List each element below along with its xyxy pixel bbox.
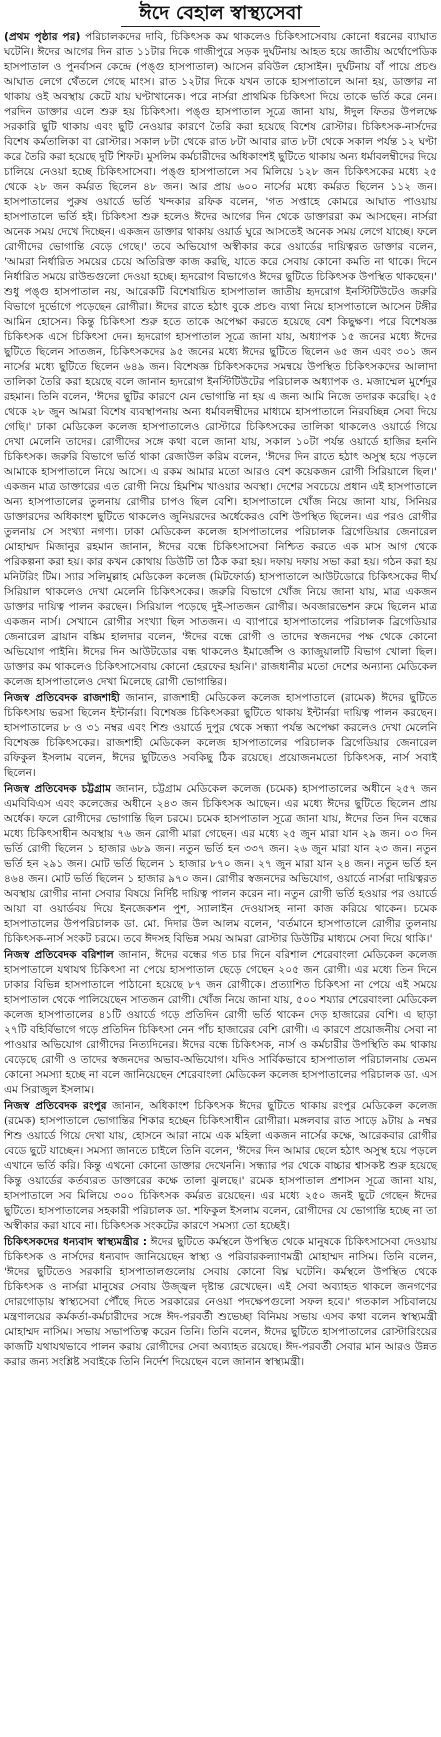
article-paragraph-rajshahi — [4, 691, 437, 781]
article-body — [4, 30, 437, 1370]
article-paragraph-rangpur — [4, 1099, 437, 1234]
article-paragraph-chattogram — [4, 782, 437, 947]
paragraph-text: জানান, অধিকাংশ চিকিৎসক ঈদের ছুটিতে থাকায় রংপুর মেডিকেল কলেজ (রমেক) হাসপাতালে ভোগান্তির শিকার হচ্ছেন চিকিৎসাধীন রোগীরা। মঙ্গলবার রাত সাড়ে ৯টায় ৯ নম্বর শিশু ওয়ার্ডে গিয়ে দেখা যায়, হোসনে আরা নামে এক মহিলা একজন নার্সের কক্ষে, আরেকবার রোগীর বেডে ছুটে যাচ্ছেন। সমস্যা জানতে চাইলে তিনি বলেন, 'ঈদের দিন আমার ছেলে হঠাৎ অসুস্থ হয়ে পড়লে এখানে ভর্তি করি। কিন্তু এখনো কোনো ডাক্তার দেখেননি। সন্ধ্যার পর থেকে বাচ্চার শ্বাসকষ্ট শুরু হয়েছে কিন্তু ওয়ার্ডের কর্তব্যরত ডাক্তারের কক্ষে তালা ঝুলছে।' রমেক হাসপাতাল প্রশাসন সূত্রে জানা যায়, হাসপাতালে সব মিলিয়ে ৩০০ চিকিৎসক কর্মরত রয়েছেন। এর মধ্যে ২৫০ জনই ছুটে গেছেন ঈদের ছুটিতে। হাসপাতালের সহকারী পরিচালক ডা. শফিকুল ইসলাম বলেন, রোগীদের যে ভোগান্তি হচ্ছে না তা অস্বীকার করা যাবে না। চিকিৎসক সংকটের কারণে সমস্যা তো হচ্ছেই। — [4, 1100, 438, 1232]
headline-block — [4, 0, 437, 30]
byline-chattogram: নিজস্ব প্রতিবেদক চট্টগ্রাম — [4, 783, 111, 795]
article-paragraph-barishal — [4, 948, 437, 1098]
paragraph-text: পরিচালকদের দাবি, চিকিৎসক কম থাকলেও চিকিৎসাসেবায় কোনো ধরনের ব্যাঘাত ঘটেনি। ঈদের আগের দিন রাত ১১টার দিকে গাজীপুরে সড়ক দুর্ঘটনায় আহত হয়ে জাতীয় অর্থোপেডিক হাসপাতাল ও পুনর্বাসন কেন্দ্রে (পঙ্গু হাসপাতাল) আসেন রবিউল হোসাইন। দুর্ঘটনায় বাঁ পায়ে প্রচণ্ড আঘাত লেগে থেঁতলে গেছে মাংস। রাত ১২টার দিকে যখন তাকে হাসপাতালে আনা হয়, ডাক্তার না থাকায় ওই অবস্থায় কেটে যায় ঘণ্টাখানেক। পরে নার্সরা প্রাথমিক চিকিৎসা দিয়ে তাকে ভর্তি করে নেন। পরদিন ডাক্তার এলে শুরু হয় চিকিৎসা। পঙ্গু হাসপাতাল সূত্রে জানা যায়, ঈদুল ফিতর উপলক্ষে সরকারি ছুটি থাকায় এবং ছুটি নেওয়ার কারণে তৈরি করা হয়েছে বিশেষ রোস্টার। চিকিৎসক-নার্সদের বিশেষ কর্মতালিকা বা রোস্টার। সকাল ৮টা থেকে রাত ৮টা আবার রাত ৮টা থেকে সকাল পর্যন্ত ১২ ঘণ্টা করে তৈরি করা হয়েছে দুটি শিফট। মুসলিম কর্মচারীদের অধিকাংশই ছুটিতে থাকায় অন্য ধর্মাবলম্বীদের দিয়ে চালিয়ে নেওয়া হচ্ছে চিকিৎসাসেবা। পঙ্গু হাসপাতালে সব মিলিয়ে ১২৮ জন চিকিৎসকের মধ্যে ২৫ থেকে ২৮ জন কর্মরত ছিলেন ৪৮ জন। আর প্রায় ৬০০ নার্সের মধ্যে কর্মরত ছিলেন ১১২ জন। হাসপাতালের পুরুষ ওয়ার্ডে ভর্তি খন্দকার রফিক বলেন, 'গত সপ্তাহে কোমরে আঘাত পাওয়ায় হাসপাতালে ভর্তি হই। চিকিৎসা শুরু হলেও ঈদের আগের দিন থেকে ডাক্তাররা কম আসছেন। নার্সরা অনেক সময় দেখে দিচ্ছেন। একজন ডাক্তার থাকায় ওয়ার্ড ঘুরে আসতেই অনেক সময় লেগে যাচ্ছে। ফলে রোগীদের ভোগান্তি বেড়ে গেছে।' তবে অভিযোগ অস্বীকার করে ওয়ার্ডের দায়িত্বরত ডাক্তার বলেন, 'আমরা নির্ধারিত সময়ের চেয়ে অতিরিক্ত কাজ করছি, যাতে করে সেবায় কোনো কমতি না থাকে। দিনে নির্ধারিত সময়ে রাউন্ডগুলো দেওয়া হচ্ছে। হৃদরোগ বিভাগেও ঈদের ছুটিতে চিকিৎসক উপস্থিত থাকছেন।' শুধু পঙ্গু হাসপাতাল নয়, আরেকটি বিশেষায়িত হাসপাতাল জাতীয় হৃদরোগ ইনস্টিটিউটেও জরুরি বিভাগে দুর্ভোগে পড়েছেন রোগীরা। ঈদের রাতে হঠাৎ বুকে প্রচণ্ড ব্যথা নিয়ে হাসপাতালে আসেন টঙ্গীর আমিন হোসেন। কিন্তু চিকিৎসা শুরু হতে তাকে অপেক্ষা করতে হয়েছে বেশ কিছুক্ষণ। পরে বিশেষজ্ঞ চিকিৎসক এসে চিকিৎসা দেন। হৃদরোগ হাসপাতাল সূত্রে জানা যায়, অধ্যাপক ১৫ জনের মধ্যে ঈদের ছুটিতে ছিলেন সাতজন, চিকিৎসকদের ৯৫ জনের মধ্যে ঈদের ছুটিতে ছিলেন ৬৫ জন এবং ৩০১ জন নার্সের মধ্যে ছুটিতে ছিলেন ৬৪৯ জন। বিশেষজ্ঞ চিকিৎসকদের সমন্বয়ে উপস্থিত চিকিৎসকদের আলাদা তালিকা তৈরি করা হয়েছে বলে জানান হৃদরোগ ইনস্টিটিউটের পরিচালক অধ্যাপক ও. মজাম্মেল মুর্শেদুর রহমান। তিনি বলেন, 'ঈদের ছুটির কারণে যেন ভোগান্তি না হয় এ জন্য আমি নিজে তদারক করেছি। ২৫ থেকে ২৮ জুন আমরা বিশেষ ব্যবস্থাপনায় অন্য ধর্মাবলম্বীদের মাধ্যমে হাসপাতালে নিরবচ্ছিন্ন সেবা দিয়ে গেছি।' ঢাকা মেডিকেল কলেজ হাসপাতালেও রোস্টারে চিকিৎসকের তালিকা থাকলেও ওয়ার্ডে গিয়ে দেখা মেলেনি তাদের। রোগীদের সঙ্গে কথা বলে জানা যায়, সকাল ১০টা পর্যন্ত ওয়ার্ডে হাজির হননি চিকিৎসক। জরুরি বিভাগে ভর্তি থাকা রেজাউল করিম বলেন, 'ঈদের দিন রাতে হঠাৎ অসুস্থ হয়ে পড়লে আমাকে হাসপাতালে নিয়ে আসে। এ রকম আমার মতো আরও বেশ কয়েকজন রোগী সিরিয়ালে ছিল।' একজন মাত্র ডাক্তারের এত রোগী নিয়ে হিমশিম খাওয়ার অবস্থা। দেশের সবচেয়ে প্রধান এই হাসপাতালে অন্য হাসপাতালের তুলনায় রোগীর চাপও ছিল বেশি। হাসপাতালে খোঁজ নিয়ে জানা যায়, সিনিয়র ডাক্তারদের অধিকাংশ ছুটিতে থাকলেও জুনিয়রদের অর্ধেকেরও বেশি উপস্থিত ছিলেন। এর পরও রোগীর তুলনায় সে সংখ্যা নগণ্য। ঢাকা মেডিকেল কলেজ হাসপাতালের পরিচালক ব্রিগেডিয়ার জেনারেল মোহাম্মদ মিজানুর রহমান জানান, ঈদের বন্ধে চিকিৎসাসেবা নিশ্চিত করতে এক মাস আগ থেকে পরিকল্পনা করা হয়। কার কখন কোথায় ডিউটি তা ঠিক করা হয়। দফায় দফায় সভা করা হয়। গঠন করা হয় মনিটরিং টিম। স্যার সলিমুল্লাহ মেডিকেল কলেজ (মিটফোর্ড) হাসপাতালে আউটডোরে চিকিৎসকের দীর্ঘ সিরিয়াল থাকলেও দেখা মেলেনি চিকিৎসকের। জরুরি বিভাগে খোঁজ নিয়ে জানা যায়, মাত্র একজন ডাক্তার দায়িত্ব পালন করছেন। সিরিয়াল পড়েছে দুই-সাতজন রোগীর। অবজারভেশন রুমে ছিলেন মাত্র একজন নার্স। সেখানে রোগীর সংখ্যা ছিল সাতজন। এ ব্যাপারে হাসপাতালের পরিচালক ব্রিগেডিয়ার জেনারেল ব্রায়ান বঙ্কিম হালদার বলেন, 'ঈদের বন্ধে রোগী ও তাদের স্বজনদের পক্ষ থেকে কোনো অভিযোগ পাইনি। ঈদের দিন আউটডোর বন্ধ থাকলেও ইমার্জেন্সি ও ক্যাজুয়ালটি বিভাগ খোলা ছিল। ডাক্তার কম থাকলেও চিকিৎসাসেবায় কোনো হেরফের হয়নি।' রাজধানীর মতো দেশের অন্যান্য মেডিকেল কলেজ হাসপাতালেও দেখা মিলেছে রোগী ভোগান্তির। — [4, 31, 437, 688]
article-paragraph-continued — [4, 30, 437, 690]
headline: ঈদে বেহাল স্বাস্থ্যসেবা — [121, 0, 320, 27]
paragraph-text: জানান, চট্টগ্রাম মেডিকেল কলেজ (চমেক) হাসপাতালের অধীনে ২৫৭ জন এমবিবিএস এবং কলেজের অধীনে ২৪৩ জন চিকিৎসক আছেন। এর মধ্যে ঈদের ছুটিতে ছিলেন প্রায় অর্ধেক। ফলে রোগীদের ভোগান্তি ছিল চরমে। চমেক হাসপাতাল সূত্রে জানা যায়, ঈদের তিন দিন বন্ধের মধ্যে চিকিৎসাধীন অবস্থায় ৭৬ জন রোগী মারা গেছেন। এর মধ্যে ২৫ জুন মারা যান ২৯ জন। ০৩ দিন ভর্তি রোগী ছিলেন ১ হাজার ৬৮৯ জন। নতুন ভর্তি হন ৩৩৭ জন। ২৬ জুন মারা যান ২৩ জন। নতুন ভর্তি হন ২৯১ জন। মোট ভর্তি ছিলেন ১ হাজার ৮৭০ জন। ২৭ জুন মারা যান ২৪ জন। নতুন ভর্তি হন ৪৬৪ জন। মোট ভর্তি ছিলেন ১ হাজার ৯৭০ জন। রোগীর স্বজনদের অভিযোগ, ওয়ার্ডে নার্সরা দায়িত্বরত অবস্থায় রোগীর নানা সেবার বিষয়ে নির্দিষ্ট দায়িত্ব পালন করেন না। নতুন রোগী ভর্তি হওয়ার পর ওয়ার্ডে আয়া বা ওয়ার্ডবয় দিয়ে ইনজেকশন পুশ, স্যালাইন দেওয়াসহ নানা কাজ করিয়ে থাকেন। চমেক হাসপাতালের উপপরিচালক ডা. মো. দিদার উল আলম বলেন, 'বর্তমানে হাসপাতালে রোগীর তুলনায় চিকিৎসক-নার্স সংকট চরমে। তবে ঈদসহ বিভিন্ন সময় আমরা রোস্টার ডিউটির মাধ্যমে সেবা দিয়ে থাকি।' — [4, 783, 438, 945]
paragraph-text: জানান, ঈদের বন্ধের গত চার দিনে বরিশাল শেরেবাংলা মেডিকেল কলেজ হাসপাতালে যথাযথ চিকিৎসা না পেয়ে হাসপাতাল ছেড়ে গেছেন ২০৫ জন রোগী। এর মধ্যে তিন দিনে ঢাকার বিভিন্ন হাসপাতালে পাঠানো হয়েছে ৮৭ জন রোগীকে। প্রত্যাশিত চিকিৎসা না পেয়ে এই সময়ে হাসপাতাল থেকে পালিয়েছেন সাতজন রোগী। খোঁজ নিয়ে জানা যায়, ৫০০ শয্যার শেরেবাংলা মেডিকেল কলেজ হাসপাতালের ৪১টি ওয়ার্ডে গড়ে প্রতিদিন রোগী ভর্তি থাকেন দেড় হাজারের বেশি। এ ছাড়া ২৭টি বহির্বিভাগে গড়ে প্রতিদিন চিকিৎসা নেন পাঁচ হাজারের বেশি রোগী। এ কারণে প্রয়োজনীয় সেবা না পাওয়ার অভিযোগ রোগীদের নিত্যদিনের। ঈদের বন্ধে চিকিৎসক, নার্স ও কর্মচারীর উপস্থিতি কম থাকায় বেড়েছে রোগী ও তাদের স্বজনদের অভাব-অভিযোগ। যদিও সার্বিকভাবে হাসপাতাল পরিচালনায় তেমন কোনো সমস্যা হচ্ছে না বলে জানিয়েছেন শেরেবাংলা মেডিকেল কলেজ হাসপাতালের পরিচালক ডা. এস এম সিরাজুল ইসলাম। — [4, 949, 437, 1096]
paragraph-text: জানান, রাজশাহী মেডিকেল কলেজ হাসপাতালে (রামেক) ঈদের ছুটিতে চিকিৎসায় ভরসা ছিলেন ইন্টার্নরা। বিশেষজ্ঞ চিকিৎসকরা ছুটিতে থাকায় ইন্টার্নরা দায়িত্ব পালন করছেন। হাসপাতালের ৮ ও ৩১ নম্বর এবং শিশু ওয়ার্ডে দুপুর থেকে সন্ধ্যা পর্যন্ত অপেক্ষা করলেও দেখা মেলেনি বিশেষজ্ঞ চিকিৎসকের। রাজশাহী মেডিকেল কলেজ হাসপাতালের পরিচালক ব্রিগেডিয়ার জেনারেল রফিকুল ইসলাম বলেন, ঈদের ছুটিতেও সবকিছু ঠিক রয়েছে। প্রয়োজনমতো চিকিৎসক, নার্স সবাই ছিলেন। — [4, 692, 437, 779]
subheading-health-minister: চিকিৎসকদের ধন্যবাদ স্বাস্থ্যমন্ত্রীর : — [4, 1236, 147, 1248]
paragraph-text: ঈদের ছুটিতে কর্মস্থলে উপস্থিত থেকে মানুষকে চিকিৎসাসেবা দেওয়ায় চিকিৎসক ও নার্সদের ধন্যবাদ জানিয়েছেন স্বাস্থ্য ও পরিবারকল্যাণমন্ত্রী মোহাম্মদ নাসিম। তিনি বলেন, 'ঈদের ছুটিতেও সরকারি হাসপাতালগুলোয় সেবায় কোনো বিঘ্ন ঘটেনি। কর্মস্থলে উপস্থিত থেকে চিকিৎসক ও নার্সরা মানুষের সেবায় উজ্জ্বল দৃষ্টান্ত রেখেছেন। এই সেবা অব্যাহত থাকলে জনগণের দোরগোড়ায় স্বাস্থ্যসেবা পৌঁছে দিতে সরকারের নেওয়া পদক্ষেপগুলো সফল হবে।' গতকাল সচিবালয়ে মন্ত্রণালয়ের কর্মকর্তা-কর্মচারীদের সঙ্গে ঈদ-পরবর্তী শুভেচ্ছা বিনিময় সভায় এসব কথা বলেন স্বাস্থ্যমন্ত্রী মোহাম্মদ নাসিম। সভায় সভাপতিত্ব করেন তিনি। তিনি বলেন, ঈদের ছুটিতে হাসপাতালের রোস্টারিংয়ের কাজটি যথাযথভাবে পালন করায় রোগীদের সেবা অব্যাহত রয়েছে। ঈদ-পরবর্তী সেবার মান আরও উন্নত করার জন্য সংশ্লিষ্ট সবাইকে তিনি নির্দেশ দিয়েছেন বলে জানান স্বাস্থ্যমন্ত্রী। — [4, 1236, 437, 1368]
byline-rajshahi: নিজস্ব প্রতিবেদক রাজশাহী — [4, 692, 120, 704]
byline-barishal: নিজস্ব প্রতিবেদক বরিশাল — [4, 949, 114, 961]
byline-rangpur: নিজস্ব প্রতিবেদক রংপুর — [4, 1100, 107, 1112]
continued-from-front-page-label: (প্রথম পৃষ্ঠার পর) — [4, 31, 81, 43]
article-paragraph-health-minister — [4, 1235, 437, 1370]
